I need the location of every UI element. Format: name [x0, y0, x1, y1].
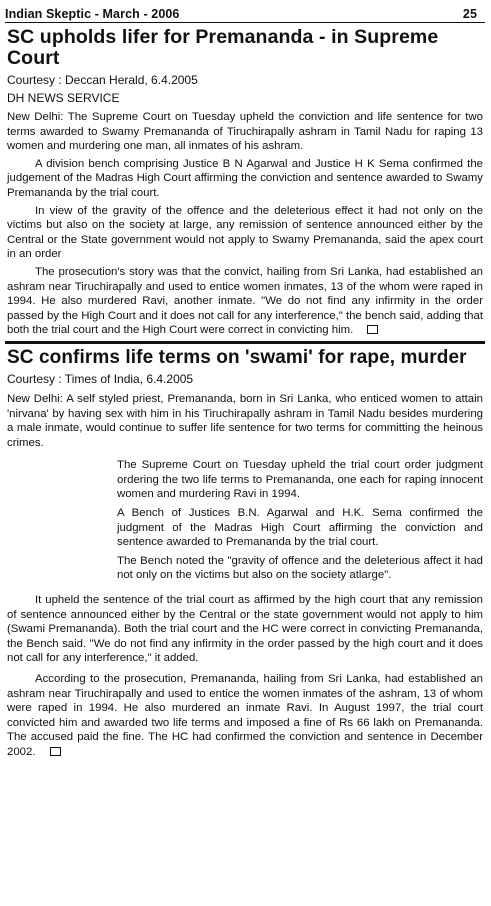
- article1-paragraph: New Delhi: The Supreme Court on Tuesday upheld the conviction and life sentence for two terms awarded to Swamy Premananda of Tiruchirapally ashram in Tamil Nadu for raping 13 women and murdering one man, all inmates of his ashram.: [7, 111, 483, 153]
- article2-paragraph-last: [7, 672, 483, 760]
- article2-inset-paragraph: A Bench of Justices B.N. Agarwal and H.K. Sema confirmed the judgment of the Madras High Court affirming the conviction and sentence awarded to Premananda by the trial court.: [117, 507, 483, 549]
- article-deccan-herald: [5, 27, 485, 338]
- article2-title: SC confirms life terms on 'swami' for rape, murder: [7, 346, 467, 368]
- article-divider: [5, 341, 485, 344]
- article1-paragraph-last: [7, 265, 483, 338]
- article1-paragraph: In view of the gravity of the offence and the deleterious effect it had not only on the victims but also on the society at large, any remission of sentence announced either by the Central or the State government would not apply to Swamy Premananda, said the apex court in an order: [7, 204, 483, 261]
- article2-paragraph: It upheld the sentence of the trial court as affirmed by the high court that any remission of sentence announced either by the Central or the state government would not apply to him (Swami Premananda). Both the trial court and the HC were correct in convicting Premananda, the Bench said. "We do not find any infirmity in the order passed by the high court and it does not call for any interference," it added.: [7, 594, 483, 665]
- article1-paragraph: A division bench comprising Justice B N Agarwal and Justice H K Sema confirmed the judgement of the Madras High Court affirming the conviction and sentence awarded to Swamy Premananda by the trial court.: [7, 157, 483, 199]
- header-rule: [5, 22, 485, 23]
- article2-intro: New Delhi: A self styled priest, Premananda, born in Sri Lanka, who enticed women to attain 'nirvana' by having sex with him in his Tiruchirapally ashram in Tamil Nadu besides murdering a male inmate, would continue to suffer life sentence for two terms for committing the heinous crimes.: [7, 392, 483, 449]
- article1-service: DH NEWS SERVICE: [7, 91, 120, 105]
- article2-inset-paragraph: The Bench noted the "gravity of offence and the deleterious affect it had not only on the victims but also on the society atlarge".: [117, 554, 483, 582]
- article1-title: SC upholds lifer for Premananda - in Supreme Court: [7, 26, 439, 69]
- running-title: Indian Skeptic - March - 2006: [5, 7, 180, 21]
- end-of-article-box-icon: [367, 325, 378, 334]
- page-number: 25: [462, 7, 477, 21]
- article1-courtesy: Courtesy : Deccan Herald, 6.4.2005: [7, 73, 198, 87]
- article2-paragraph-text: According to the prosecution, Premananda, hailing from Sri Lanka, had established an ashram near Tiruchirapally and used to entice the women inmates of the ashram, 13 of whom were raped in 1994. He also murdered an inmate Ravi. In August 1997, the trial court convicted him and awarded two life terms and imposed a fine of Rs 66 lakh on Premananda. The accused paid the fine. The HC had confirmed the conviction and sentence in December 2002.: [7, 673, 483, 758]
- article1-paragraph-text: The prosecution's story was that the convict, hailing from Sri Lanka, had established an ashram near Tiruchirapally and used to entice women inmates, 13 of the whom were raped in 1994. He also murdered Ravi, another inmate. "We do not find any infirmity in the order passed by the High Court and it does not call for any interference," the bench said, adding that both the trial court and the High Court were correct in convicting him.: [7, 265, 483, 337]
- article-times-of-india: [5, 347, 485, 760]
- article2-inset-paragraph: The Supreme Court on Tuesday upheld the trial court order judgment ordering the two life terms to Premananda, one each for raping innocent women and murdering Ravi in 1994.: [117, 459, 483, 501]
- end-of-article-box-icon: [50, 747, 61, 756]
- article2-courtesy: Courtesy : Times of India, 6.4.2005: [7, 371, 194, 386]
- running-header: [5, 0, 485, 21]
